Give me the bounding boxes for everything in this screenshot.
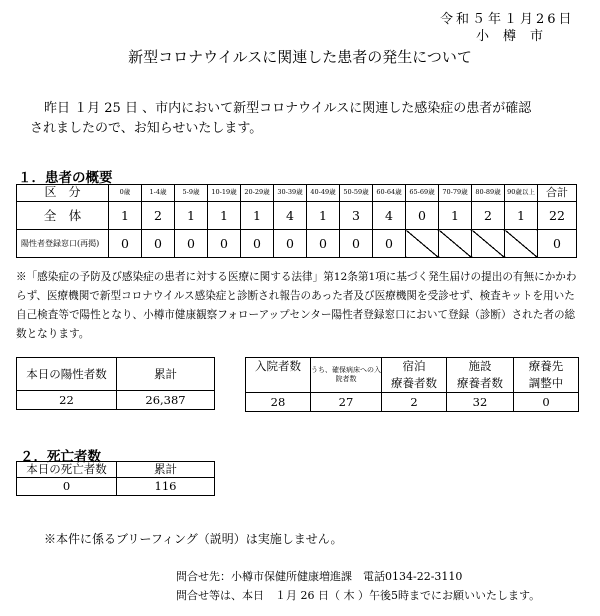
facility-care-header-line1: 施設 [468,359,492,374]
overall-count: 1 [505,202,538,230]
clinic-count: 0 [274,230,307,258]
overall-count: 1 [241,202,274,230]
age-group-header: 40-49歳 [307,185,340,202]
not-applicable-cell [472,230,505,258]
today-positive-value: 22 [17,391,117,410]
age-group-header: 10-19歳 [208,185,241,202]
clinic-count: 0 [175,230,208,258]
age-group-header: 80-89歳 [472,185,505,202]
age-group-header: 30-39歳 [274,185,307,202]
inquiry-hours: 問合せ等は、本日 １月 26 日（ 木 ）午後5時までにお願いいたします。 [176,589,541,602]
overall-count: 2 [142,202,175,230]
overall-count: 4 [274,202,307,230]
document-title: 新型コロナウイルスに関連した患者の発生について [128,48,472,66]
age-group-header: 1-4歳 [142,185,175,202]
age-group-header: 5-9歳 [175,185,208,202]
not-applicable-cell [439,230,472,258]
overall-count: 1 [439,202,472,230]
definition-note: ※「感染症の予防及び感染症の患者に対する医療に関する法律」第12条第1項に基づく発生届けの提出の有無にかかわらず、医療機関で新型コロナウイルス感染症と診断され報告のあった者及び医療機関を受診せず、検査キットを用いた自己検査等で陽性となり、小樽市健康観察フォローアップセンター陽性者登録窓口において登録（診断）された者の総数となります。 [16,271,577,340]
not-applicable-cell [406,230,439,258]
positive-count-table [16,357,215,410]
age-group-header: 60-64歳 [373,185,406,202]
cumulative-deaths-value: 116 [117,478,215,496]
issuing-organization: 小樽市 [476,29,558,44]
section-heading-patient-overview: １．患者の概要 [18,170,113,186]
today-positive-header: 本日の陽性者数 [17,358,117,391]
placement-pending-header-line2: 調整中 [528,376,564,390]
briefing-notice: ※本件に係るブリーフィング（説明）は実施しません。 [44,532,343,546]
total-header: 合計 [538,185,577,202]
section-heading-deaths: ２．死亡者数 [20,449,101,465]
intro-line-1: 昨日 １月 25 日 、市内において新型コロナウイルスに関連した感染症の患者が確認 [44,101,532,116]
overall-count: 0 [406,202,439,230]
age-group-header: 50-59歳 [340,185,373,202]
death-count-table [16,461,215,496]
placement-pending-header [514,358,579,393]
not-applicable-cell [505,230,538,258]
facility-care-header [447,358,514,393]
overall-count: 1 [109,202,142,230]
overall-count: 2 [472,202,505,230]
cumulative-positive-header: 累計 [117,358,215,391]
clinic-count: 0 [340,230,373,258]
inpatients-value: 28 [246,393,311,412]
overall-row [17,202,577,230]
today-deaths-value: 0 [17,478,117,496]
lodging-care-value: 2 [382,393,447,412]
overall-count: 4 [373,202,406,230]
care-status-table [245,357,579,412]
today-deaths-header: 本日の死亡者数 [17,462,117,478]
cumulative-positive-value: 26,387 [117,391,215,410]
document-date: 令和５年１月26日 [440,12,575,27]
placement-pending-header-line1: 療養先 [528,359,564,374]
age-header-row [17,185,577,202]
age-group-table [16,184,577,258]
facility-care-header-line2: 療養者数 [457,376,503,390]
lodging-care-header [382,358,447,393]
clinic-count: 0 [208,230,241,258]
overall-count: 1 [175,202,208,230]
clinic-total: 0 [538,230,577,258]
clinic-count: 0 [109,230,142,258]
age-group-header: 70-79歳 [439,185,472,202]
placement-pending-value: 0 [514,393,579,412]
overall-count: 1 [307,202,340,230]
cumulative-deaths-header: 累計 [117,462,215,478]
overall-count: 1 [208,202,241,230]
age-group-header: 0歳 [109,185,142,202]
clinic-row [17,230,577,258]
age-group-header: 90歳以上 [505,185,538,202]
overall-total: 22 [538,202,577,230]
lodging-care-header-line2: 療養者数 [391,376,437,390]
inpatients-header: 入院者数 [246,358,311,393]
overall-label: 全 体 [17,202,109,230]
secured-bed-inpatients-value: 27 [311,393,382,412]
clinic-count: 0 [241,230,274,258]
clinic-count: 0 [307,230,340,258]
secured-bed-inpatients-header: うち、確保病床への入院者数 [311,358,382,393]
age-group-header: 65-69歳 [406,185,439,202]
facility-care-value: 32 [447,393,514,412]
category-header: 区 分 [17,185,109,202]
clinic-count: 0 [142,230,175,258]
clinic-label: 陽性者登録窓口(再掲) [17,230,109,258]
age-group-header: 20-29歳 [241,185,274,202]
overall-count: 3 [340,202,373,230]
lodging-care-header-line1: 宿泊 [402,359,426,374]
contact-info: 問合せ先：小樽市保健所健康増進課 電話0134-22-3110 [176,570,463,583]
intro-line-2: されましたので、お知らせいたします。 [30,121,263,136]
clinic-count: 0 [373,230,406,258]
